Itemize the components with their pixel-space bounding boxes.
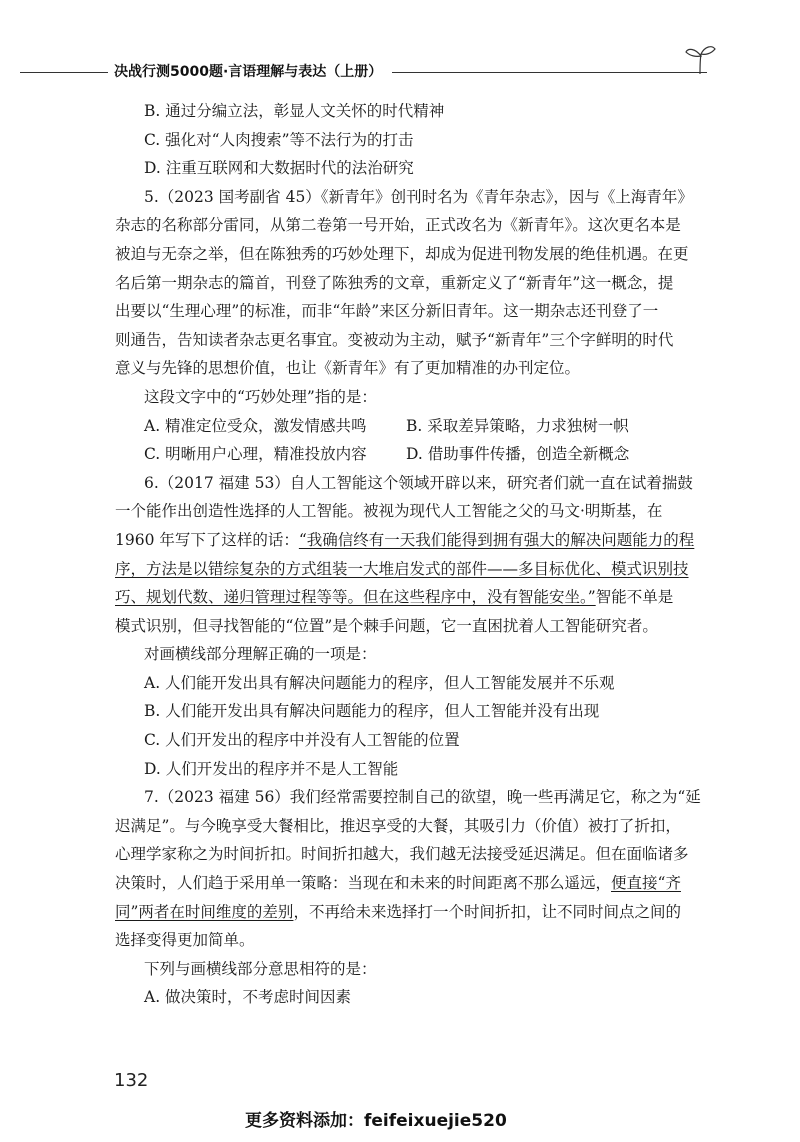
- q7-underlined-text: 同”两者在时间维度的差别: [115, 902, 294, 921]
- q6-text-line: [115, 583, 715, 612]
- q7-text-line: 7.（2023 福建 56）我们经常需要控制自己的欲望，晚一些再满足它，称之为“延: [144, 788, 701, 807]
- running-header: [20, 60, 720, 84]
- q6-option-d: D. 人们开发出的程序并不是人工智能: [144, 759, 399, 778]
- q7-text-line: 选择变得更加简单。: [115, 931, 255, 950]
- footer-contact: 更多资料添加：feifeixuejie520: [245, 1111, 507, 1131]
- q7-option-a: A. 做决策时，不考虑时间因素: [144, 988, 352, 1007]
- q6-option-c: C. 人们开发出的程序中并没有人工智能的位置: [144, 731, 460, 750]
- q6-question: 对画横线部分理解正确的一项是：: [144, 645, 377, 664]
- q5-question: 这段文字中的“巧妙处理”指的是：: [144, 387, 377, 406]
- q7-text-line: 心理学家称之为时间折扣。时间折扣越大，我们越无法接受延迟满足。但在面临诸多: [115, 845, 689, 864]
- q4-option-b: B. 通过分编立法，彰显人文关怀的时代精神: [144, 102, 445, 120]
- page-number: 132: [114, 1070, 149, 1091]
- q6-text-line: 模式识别，但寻找智能的“位置”是个棘手问题，它一直困扰着人工智能研究者。: [115, 616, 658, 635]
- q6-text-plain: 1960 年写下了这样的话：: [115, 530, 299, 549]
- q4-option-c: C. 强化对“人肉搜索”等不法行为的打击: [144, 130, 414, 149]
- q5-option-a: A. 精准定位受众，激发情感共鸣: [144, 416, 367, 435]
- q4-option-d: D. 注重互联网和大数据时代的法治研究: [144, 159, 414, 178]
- q7-underlined-text: 便直接“齐: [611, 874, 681, 893]
- q7-text-line: [115, 869, 715, 898]
- header-rule-right: [392, 72, 707, 73]
- q5-text-line: 则通告，告知读者杂志更名事宜。变被动为主动，赋予“新青年”三个字鲜明的时代: [115, 330, 674, 349]
- q6-underlined-text: “我确信终有一天我们能得到拥有强大的解决问题能力的程: [298, 530, 695, 549]
- page-body: [115, 97, 715, 1012]
- q5-text-line: 5.（2023 国考副省 45）《新青年》创刊时名为《青年杂志》，因与《上海青年》: [144, 187, 693, 206]
- q5-option-b: B. 采取差异策略，力求独树一帜: [406, 416, 629, 435]
- q6-text-line: [115, 526, 715, 555]
- q6-text-line: 一个能作出创造性选择的人工智能。被视为现代人工智能之父的马文·明斯基，在: [115, 502, 663, 521]
- q6-underlined-text: 序，方法是以错综复杂的方式组装一大堆启发式的部件——多目标优化、模式识别技: [115, 559, 689, 578]
- q5-option-c: C. 明晰用户心理，精准投放内容: [144, 445, 367, 464]
- q7-text-plain: ，不再给未来选择打一个时间折扣，让不同时间点之间的: [293, 902, 681, 921]
- q7-text-line: 迟满足”。与今晚享受大餐相比，推迟享受的大餐，其吸引力（价值）被打了折扣，: [115, 816, 681, 835]
- q5-text-line: 意义与先锋的思想价值，也让《新青年》有了更加精准的办刊定位。: [115, 359, 581, 378]
- q6-text-plain: 智能不单是: [595, 588, 674, 607]
- q5-text-line: 出要以“生理心理”的标准，而非“年龄”来区分新旧青年。这一期杂志还刊登了一: [115, 302, 659, 321]
- q7-question: 下列与画横线部分意思相符的是：: [144, 959, 377, 978]
- q7-text-plain: 决策时，人们趋于采用单一策略：当现在和未来的时间距离不那么遥远，: [115, 874, 612, 893]
- q6-option-a: A. 人们能开发出具有解决问题能力的程序，但人工智能发展并不乐观: [144, 673, 615, 692]
- sprout-icon: [680, 40, 720, 80]
- q5-text-line: 名后第一期杂志的篇首，刊登了陈独秀的文章，重新定义了“新青年”这一概念，提: [115, 273, 674, 292]
- q6-text-line: [115, 555, 715, 584]
- q5-text-line: 杂志的名称部分雷同，从第二卷第一号开始，正式改名为《新青年》。这次更名本是: [115, 216, 681, 235]
- header-rule-left: [20, 72, 108, 73]
- q7-text-line: [115, 898, 715, 927]
- q5-options-row: [115, 412, 715, 441]
- q6-text-line: 6.（2017 福建 53）自人工智能这个领域开辟以来，研究者们就一直在试着揣鼓: [144, 473, 693, 492]
- q6-option-b: B. 人们能开发出具有解决问题能力的程序，但人工智能并没有出现: [144, 702, 600, 721]
- q5-options-row: [115, 440, 715, 469]
- q5-text-line: 被迫与无奈之举，但在陈独秀的巧妙处理下，却成为促进刊物发展的绝佳机遇。在更: [115, 244, 689, 263]
- q5-option-d: D. 借助事件传播，创造全新概念: [406, 445, 630, 464]
- book-title: 决战行测5000题·言语理解与表达（上册）: [114, 64, 383, 80]
- q6-underlined-text: 巧、规划代数、递归管理过程等等。但在这些程序中，没有智能安坐。”: [115, 588, 596, 607]
